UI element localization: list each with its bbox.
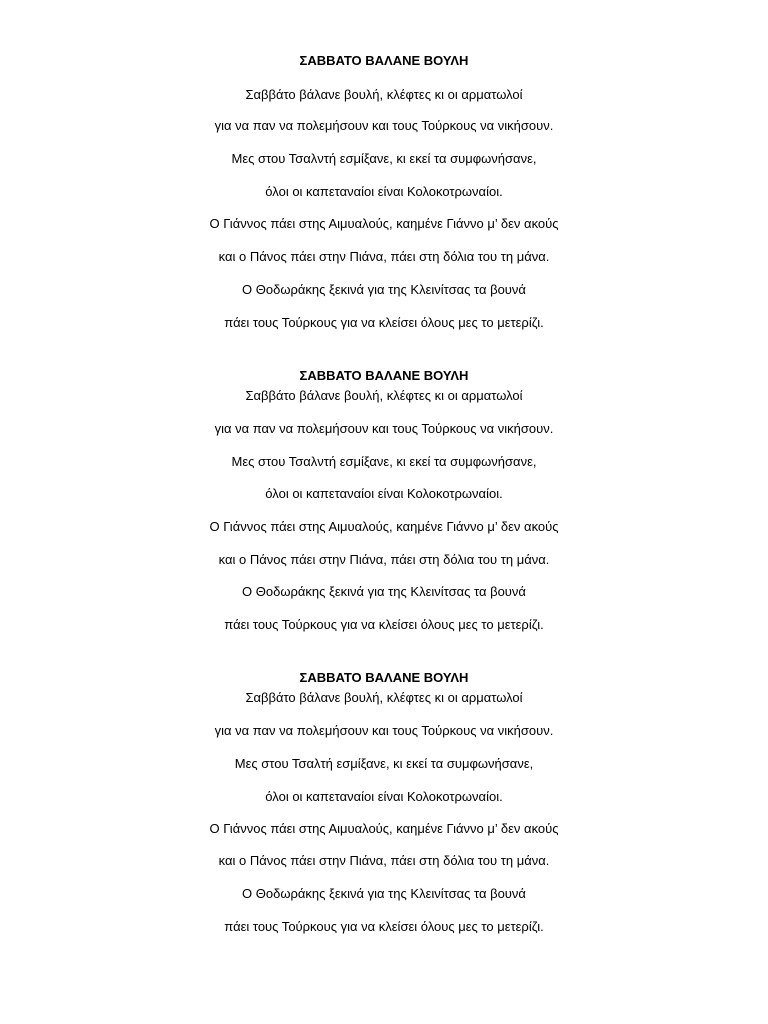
stanza-1-line-3: Μες στου Τσαλντή εσμίξανε, κι εκεί τα συμφωνήσανε, xyxy=(231,151,537,166)
stanza-2-line-6: και ο Πάνος πάει στην Πιάνα, πάει στη δόλια του τη μάνα. xyxy=(218,552,550,567)
stanza-2-line-2: για να παν να πολεμήσουν και τους Τούρκους να νικήσουν. xyxy=(214,421,554,436)
stanza-1-line-6: και ο Πάνος πάει στην Πιάνα, πάει στη δόλια του τη μάνα. xyxy=(218,249,550,264)
stanza-2-line-1: Σαββάτο βάλανε βουλή, κλέφτες κι οι αρματωλοί xyxy=(245,388,523,403)
stanza-3-line-6: και ο Πάνος πάει στην Πιάνα, πάει στη δόλια του τη μάνα. xyxy=(218,853,550,868)
stanza-2-title: ΣΑΒΒΑΤΟ ΒΑΛΑΝΕ ΒΟΥΛΗ xyxy=(299,368,469,383)
stanza-3-line-5: Ο Γιάννος πάει στης Αιμυαλούς, καημένε Γιάννο μ’ δεν ακούς xyxy=(209,821,559,836)
stanza-1-line-4: όλοι οι καπεταναίοι είναι Κολοκοτρωναίοι. xyxy=(265,184,503,199)
stanza-3-line-7: Ο Θοδωράκης ξεκινά για της Κλεινίτσας τα βουνά xyxy=(242,886,526,901)
stanza-1-title: ΣΑΒΒΑΤΟ ΒΑΛΑΝΕ ΒΟΥΛΗ xyxy=(299,53,469,68)
stanza-3-line-8: πάει τους Τούρκους για να κλείσει όλους μες το μετερίζι. xyxy=(224,919,544,934)
stanza-2-line-3: Μες στου Τσαλντή εσμίξανε, κι εκεί τα συμφωνήσανε, xyxy=(231,454,537,469)
stanza-2-line-5: Ο Γιάννος πάει στης Αιμυαλούς, καημένε Γιάννο μ’ δεν ακούς xyxy=(209,519,559,534)
stanza-3-title: ΣΑΒΒΑΤΟ ΒΑΛΑΝΕ ΒΟΥΛΗ xyxy=(299,670,469,685)
stanza-3-line-2: για να παν να πολεμήσουν και τους Τούρκους να νικήσουν. xyxy=(214,723,554,738)
stanza-3-line-3: Μες στου Τσαλτή εσμίξανε, κι εκεί τα συμφωνήσανε, xyxy=(234,756,534,771)
stanza-1-line-7: Ο Θοδωράκης ξεκινά για της Κλεινίτσας τα βουνά xyxy=(242,282,526,297)
stanza-1-line-5: Ο Γιάννος πάει στης Αιμυαλούς, καημένε Γιάννο μ’ δεν ακούς xyxy=(209,216,559,231)
stanza-3-line-4: όλοι οι καπεταναίοι είναι Κολοκοτρωναίοι. xyxy=(265,789,503,804)
stanza-1-line-1: Σαββάτο βάλανε βουλή, κλέφτες κι οι αρματωλοί xyxy=(245,87,523,102)
stanza-3-line-1: Σαββάτο βάλανε βουλή, κλέφτες κι οι αρματωλοί xyxy=(245,690,523,705)
stanza-2-line-4: όλοι οι καπεταναίοι είναι Κολοκοτρωναίοι. xyxy=(265,486,503,501)
stanza-2-line-7: Ο Θοδωράκης ξεκινά για της Κλεινίτσας τα βουνά xyxy=(242,584,526,599)
stanza-2-line-8: πάει τους Τούρκους για να κλείσει όλους μες το μετερίζι. xyxy=(224,617,544,632)
stanza-1-line-2: για να παν να πολεμήσουν και τους Τούρκους να νικήσουν. xyxy=(214,118,554,133)
stanza-1-line-8: πάει τους Τούρκους για να κλείσει όλους μες το μετερίζι. xyxy=(224,315,544,330)
